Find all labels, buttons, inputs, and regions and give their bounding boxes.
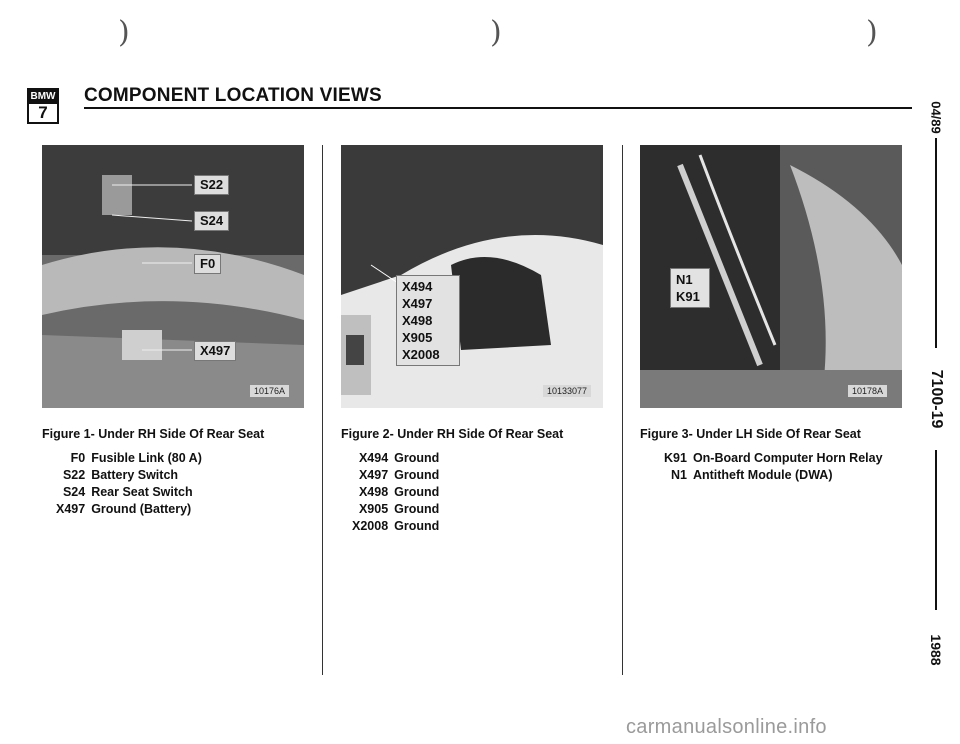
- column-divider: [622, 145, 623, 675]
- figure-3-caption: Figure 3- Under LH Side Of Rear Seat: [640, 427, 861, 441]
- legend-row: [56, 485, 202, 502]
- legend-code: X498: [358, 485, 389, 499]
- callout-n1: N1: [676, 272, 693, 287]
- callout-f0: F0: [194, 254, 221, 274]
- legend-row: [352, 519, 439, 536]
- binder-mark: ): [118, 15, 130, 50]
- legend-code: X2008: [352, 519, 389, 533]
- legend-desc: Antitheft Module (DWA): [692, 468, 833, 482]
- legend-code: F0: [70, 451, 86, 465]
- binder-mark: ): [490, 15, 502, 50]
- sidebar-year: 1988: [928, 634, 944, 666]
- legend-row: [56, 451, 202, 468]
- legend-desc: Ground (Battery): [91, 502, 192, 516]
- legend-row: [352, 451, 439, 468]
- callout-x497: X497: [402, 296, 433, 311]
- legend-row: [664, 468, 883, 485]
- logo-series: 7: [38, 103, 48, 122]
- legend-desc: On-Board Computer Horn Relay: [692, 451, 883, 465]
- legend-code: X905: [358, 502, 389, 516]
- legend-desc: Ground: [394, 519, 440, 533]
- page-title: COMPONENT LOCATION VIEWS: [84, 85, 382, 106]
- figure-2-photo: [341, 145, 603, 408]
- photo-id: 10176A: [250, 385, 289, 397]
- sidebar-date: 04/89: [928, 101, 944, 134]
- callout-group: [396, 275, 460, 366]
- legend-desc: Ground: [394, 451, 440, 465]
- legend-code: S24: [62, 485, 86, 499]
- sidebar-line: [935, 138, 937, 348]
- column-divider: [322, 145, 323, 675]
- photo-id: 10178A: [848, 385, 887, 397]
- legend-code: K91: [664, 451, 687, 465]
- legend-code: X497: [358, 468, 389, 482]
- watermark: carmanualsonline.info: [626, 716, 827, 738]
- figure-2-caption: Figure 2- Under RH Side Of Rear Seat: [341, 427, 564, 441]
- legend-desc: Battery Switch: [91, 468, 179, 482]
- figure-1-caption: Figure 1- Under RH Side Of Rear Seat: [42, 427, 265, 441]
- legend-desc: Ground: [394, 468, 440, 482]
- legend-row: [664, 451, 883, 468]
- header-rule: [84, 107, 912, 109]
- legend-row: [352, 468, 439, 485]
- sidebar-line: [935, 450, 937, 610]
- legend-code: X497: [56, 502, 86, 516]
- bmw-logo: [27, 88, 59, 124]
- sidebar-page-code: 7100-19: [928, 369, 945, 429]
- legend-code: S22: [62, 468, 86, 482]
- callout-x494: X494: [402, 279, 433, 294]
- legend-row: [56, 468, 202, 485]
- legend-desc: Rear Seat Switch: [91, 485, 193, 499]
- binder-mark: ): [866, 15, 878, 50]
- legend-row: [352, 502, 439, 519]
- callout-group: [670, 268, 710, 308]
- callout-k91: K91: [676, 289, 700, 304]
- figure-2-legend: [352, 451, 439, 536]
- callout-x2008: X2008: [402, 347, 440, 362]
- callout-s22: S22: [194, 175, 229, 195]
- legend-desc: Fusible Link (80 A): [91, 451, 202, 465]
- figure-2-image: [341, 145, 603, 408]
- callout-x498: X498: [402, 313, 433, 328]
- legend-row: [352, 485, 439, 502]
- legend-code: X494: [358, 451, 389, 465]
- callout-s24: S24: [194, 211, 229, 231]
- figure-1-photo: [42, 145, 304, 408]
- legend-row: [56, 502, 202, 519]
- legend-code: N1: [670, 468, 687, 482]
- legend-desc: Ground: [394, 485, 440, 499]
- figure-1-image: [42, 145, 304, 408]
- logo-brand: BMW: [30, 91, 56, 102]
- callout-x497: X497: [194, 341, 236, 361]
- figure-1-legend: [56, 451, 202, 519]
- page-sidebar: [918, 90, 954, 670]
- figure-3-photo: [640, 145, 902, 408]
- photo-id: 10133077: [543, 385, 591, 397]
- callout-x905: X905: [402, 330, 433, 345]
- figure-3-legend: [664, 451, 883, 485]
- legend-desc: Ground: [394, 502, 440, 516]
